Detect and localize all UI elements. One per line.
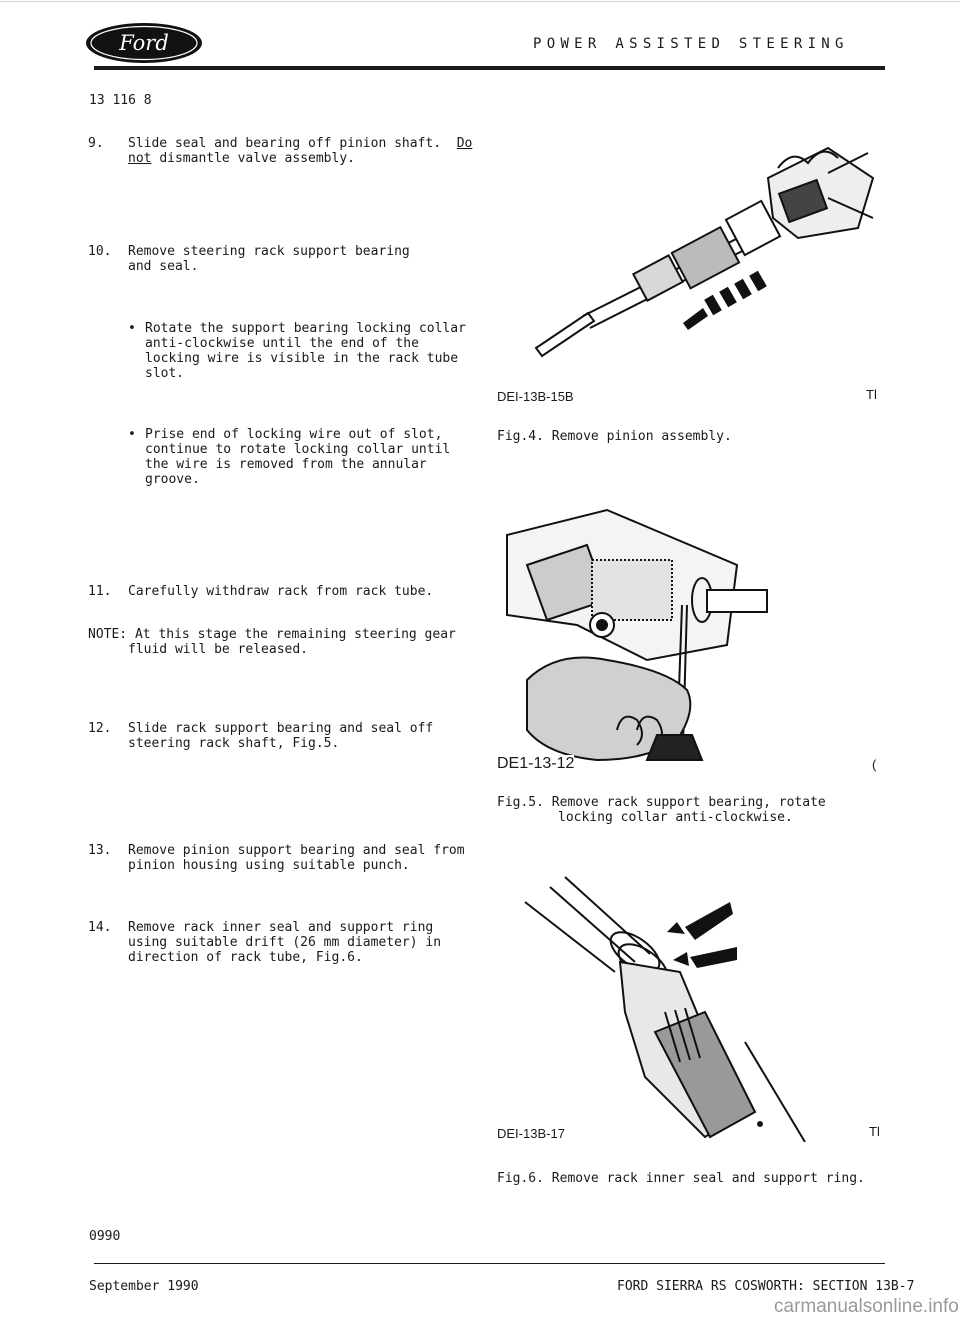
step-9-text-2: dismantle valve assembly. — [159, 151, 355, 166]
note-line-2: fluid will be released. — [128, 642, 309, 657]
document-code: 0990 — [89, 1229, 121, 1244]
figure-5-mark: ( — [872, 757, 877, 772]
step-14-text: Remove rack inner seal and support ring using suitable drift (26 mm diameter) in direction of rack tube, Fig.6. — [128, 920, 442, 965]
step-number: 10. — [88, 244, 112, 259]
footer-reference: FORD SIERRA RS COSWORTH: SECTION 13B-7 — [617, 1279, 915, 1294]
step-9-text: Slide seal and bearing off pinion shaft. — [128, 136, 442, 151]
step-11-text: Carefully withdraw rack from rack tube. — [128, 584, 434, 599]
step-13 — [88, 843, 478, 875]
step-14 — [88, 920, 478, 968]
note — [88, 627, 468, 659]
figure-5-code: DE1-13-12 — [497, 755, 575, 772]
top-edge-rule — [0, 1, 960, 2]
bullet-prise-wire-text: Prise end of locking wire out of slot, continue to rotate locking collar until the wire is removed from the annular groove. — [145, 427, 451, 487]
bullet-dot: • — [128, 321, 136, 336]
step-number: 11. — [88, 584, 112, 599]
figure-6-illustration — [505, 862, 815, 1142]
figure-6-mark: Tl — [869, 1124, 880, 1139]
figure-6-caption: Fig.6. Remove rack inner seal and support ring. — [497, 1171, 865, 1186]
bullet-rotate-collar — [128, 321, 468, 383]
footer-date: September 1990 — [89, 1279, 199, 1294]
figure-4-mark: Tl — [866, 387, 877, 402]
bullet-dot: • — [128, 427, 136, 442]
step-13-text: Remove pinion support bearing and seal from pinion housing using suitable punch. — [128, 843, 465, 873]
header-rule — [94, 66, 885, 70]
figure-5-caption-line-2: locking collar anti-clockwise. — [558, 810, 793, 825]
step-9-line-2 — [128, 151, 478, 166]
step-9-line-1 — [128, 136, 478, 151]
figure-5-caption-line-1: Fig.5. Remove rack support bearing, rotate — [497, 795, 826, 810]
bullet-rotate-collar-text: Rotate the support bearing locking collar anti-clockwise until the end of the locking wire is visible in the rack tube slot. — [145, 321, 466, 381]
step-9-emphasis-do: Do — [456, 136, 473, 151]
step-9 — [88, 136, 478, 168]
ford-logo-text: Ford — [119, 31, 169, 55]
step-12-text: Slide rack support bearing and seal off steering rack shaft, Fig.5. — [128, 721, 434, 751]
step-number: 9. — [88, 136, 104, 151]
figure-4-caption: Fig.4. Remove pinion assembly. — [497, 429, 732, 444]
figure-5-illustration — [497, 505, 777, 770]
figure-4-illustration — [528, 138, 878, 358]
page-reference: 13 116 8 — [89, 93, 152, 108]
footer-rule — [94, 1263, 885, 1264]
step-10-text: Remove steering rack support bearing and seal. — [128, 244, 410, 274]
step-9-emphasis-not: not — [128, 151, 152, 166]
figure-4-code: DEI-13B-15B — [497, 389, 574, 404]
figure-6-code: DEI-13B-17 — [497, 1126, 565, 1141]
bullet-prise-wire — [128, 427, 468, 489]
figure-5-caption — [497, 795, 826, 825]
ford-logo — [84, 20, 204, 66]
page-header-title: POWER ASSISTED STEERING — [533, 36, 849, 52]
watermark: carmanualsonline.info — [774, 1296, 959, 1317]
step-11 — [88, 584, 478, 600]
step-12 — [88, 721, 478, 753]
note-line-1: NOTE: At this stage the remaining steering gear — [88, 627, 456, 642]
step-10 — [88, 244, 478, 276]
step-number: 12. — [88, 721, 112, 736]
step-number: 13. — [88, 843, 112, 858]
step-number: 14. — [88, 920, 112, 935]
